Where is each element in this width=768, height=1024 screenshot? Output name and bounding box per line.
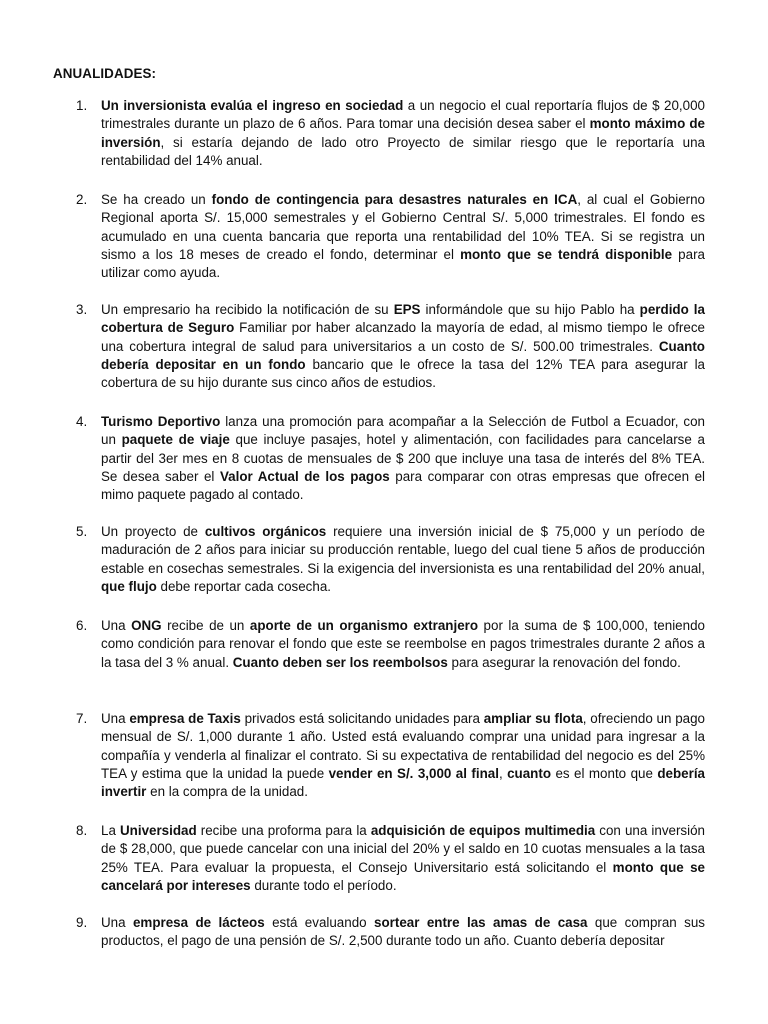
- problem-text: [101, 301, 705, 392]
- text-run: que incluye pasajes, hotel y alimentación, con facilidades para cancelarse a partir del 3er mes en 8 cuotas de mensuales de $ 200 que incluye una tasa de interés del 8% TEA. Se desea saber el: [101, 432, 705, 484]
- text-run: Familiar por haber alcanzado la mayoría de edad, al mismo tiempo le ofrece una cobertura integral de salud para universitarios a un costo de S/. 500.00 trimestrales.: [101, 320, 705, 354]
- text-run: Una: [101, 915, 133, 930]
- text-run: para asegurar la renovación del fondo.: [447, 654, 681, 670]
- problem-number: 1.: [76, 98, 88, 113]
- text-run: Una: [101, 618, 132, 633]
- problem-number: 7.: [76, 711, 88, 726]
- emphasized-text: EPS: [393, 302, 421, 317]
- text-run: privados está solicitando unidades para: [240, 711, 484, 726]
- text-run: con una inversión de $ 28,000, que puede cancelar con una inicial del 20% y el saldo en 10 cuotas mensuales a la tasa 25% TEA. Para evaluar la propuesta, el Consejo Universitario está solicitando el: [101, 823, 705, 875]
- text-run: en la compra de la unidad.: [146, 784, 308, 800]
- emphasized-text: perdido la cobertura de Seguro: [101, 302, 705, 336]
- problem-text: [101, 413, 705, 504]
- problem-text: [101, 710, 705, 801]
- emphasized-text: ONG: [131, 618, 162, 633]
- emphasized-text: Turismo Deportivo: [101, 414, 221, 429]
- text-run: a un negocio el cual reportaría flujos de $ 20,000 trimestrales durante un plazo de 6 años. Para tomar una decisión desea saber el: [101, 98, 705, 132]
- text-run: que compran sus productos, el pago de una pensión de S/. 2,500 durante todo un año. Cuanto debería depositar: [101, 915, 705, 949]
- text-run: bancario que le ofrece la tasa del 12% TEA para asegurar la cobertura de su hijo durante sus cinco años de estudios.: [101, 356, 705, 391]
- text-run: por la suma de $ 100,000, teniendo como condición para renovar el fondo que este se reembolse en pagos trimestrales durante 2 años a la tasa del 3 % anual.: [101, 618, 705, 670]
- problem-text: [101, 822, 705, 895]
- emphasized-text: empresa de lácteos: [132, 915, 265, 930]
- emphasized-text: sortear entre las amas de casa: [374, 915, 588, 930]
- text-run: recibe una proforma para la: [196, 823, 371, 838]
- problem-number: 4.: [76, 414, 88, 429]
- emphasized-text: Cuanto deben ser los reembolsos: [232, 654, 448, 670]
- emphasized-text: vender en S/. 3,000 al final: [328, 765, 499, 781]
- text-run: está evaluando: [264, 915, 375, 930]
- problem-number: 6.: [76, 618, 88, 633]
- text-run: para utilizar como ayuda.: [101, 246, 705, 281]
- emphasized-text: Un inversionista evalúa el ingreso en sociedad: [101, 98, 404, 113]
- emphasized-text: cuanto: [507, 765, 552, 781]
- emphasized-text: paquete de viaje: [121, 432, 230, 448]
- text-run: recibe de un: [161, 618, 250, 633]
- problem-number: 5.: [76, 524, 88, 539]
- text-run: ,: [498, 765, 508, 781]
- text-run: , al cual el Gobierno Regional aporta S/. 15,000 semestrales y el Gobierno Central S/. 5,000 trimestrales. El fondo es acumulado en una cuenta bancaria que reporta una rentabilidad del 10% TEA. Si se registra un sismo a los 18 meses de creado el fondo, determinar el: [101, 192, 705, 262]
- text-run: Una: [101, 711, 130, 726]
- emphasized-text: monto que se tendrá disponible: [460, 246, 673, 262]
- emphasized-text: Universidad: [120, 823, 197, 838]
- emphasized-text: cultivos orgánicos: [204, 524, 327, 539]
- problem-text: [101, 523, 705, 596]
- emphasized-text: ampliar su flota: [483, 711, 583, 726]
- emphasized-text: que flujo: [101, 578, 157, 594]
- text-run: durante todo el período.: [250, 877, 397, 893]
- problem-text: [101, 914, 705, 951]
- text-run: lanza una promoción para acompañar a la Selección de Futbol a Ecuador, con un: [101, 414, 706, 448]
- emphasized-text: Cuanto debería depositar en un fondo: [101, 338, 705, 372]
- text-run: La: [101, 823, 120, 838]
- text-run: , ofreciendo un pago mensual de S/. 1,000 durante 1 año. Usted está evaluando comprar una unidad para ingresar a la compañía y venderla al finalizar el contrato. Si su expectativa de rentabilidad del negocio es del 25% TEA y estima que la unidad la puede: [101, 711, 705, 781]
- text-run: informándole que su hijo Pablo ha: [420, 302, 640, 317]
- problem-number: 3.: [76, 302, 88, 317]
- text-run: requiere una inversión inicial de $ 75,000 y un período de maduración de 2 años para iniciar su producción rentable, luego del cual tiene 5 años de producción estable en cosechas semestrales. Si la exigencia del inversionista es una rentabilidad del 20% anual,: [101, 524, 705, 576]
- emphasized-text: Valor Actual de los pagos: [219, 468, 390, 484]
- text-run: Un empresario ha recibido la notificación de su: [101, 302, 394, 317]
- problem-text: [101, 617, 705, 672]
- text-run: Se ha creado un: [101, 192, 212, 207]
- text-run: debe reportar cada cosecha.: [156, 578, 331, 594]
- emphasized-text: monto máximo de inversión: [101, 116, 705, 150]
- emphasized-text: monto que se cancelará por intereses: [101, 859, 706, 893]
- emphasized-text: debería invertir: [101, 765, 705, 800]
- text-run: es el monto que: [551, 765, 658, 781]
- problem-text: [101, 97, 705, 170]
- problem-number: 9.: [76, 915, 88, 930]
- document-heading: ANUALIDADES:: [53, 66, 157, 81]
- problem-text: [101, 191, 705, 282]
- emphasized-text: aporte de un organismo extranjero: [249, 618, 479, 633]
- text-run: , si estaría dejando de lado otro Proyecto de similar riesgo que le reportaría una rentabilidad del 14% anual.: [101, 134, 705, 168]
- text-run: para comparar con otras empresas que ofrecen el mimo paquete pagado al contado.: [101, 468, 705, 503]
- problem-number: 2.: [76, 192, 88, 207]
- emphasized-text: fondo de contingencia para desastres naturales en ICA: [211, 192, 578, 207]
- emphasized-text: empresa de Taxis: [129, 711, 241, 726]
- text-run: Un proyecto de: [101, 524, 205, 539]
- emphasized-text: adquisición de equipos multimedia: [370, 823, 596, 838]
- problem-number: 8.: [76, 823, 88, 838]
